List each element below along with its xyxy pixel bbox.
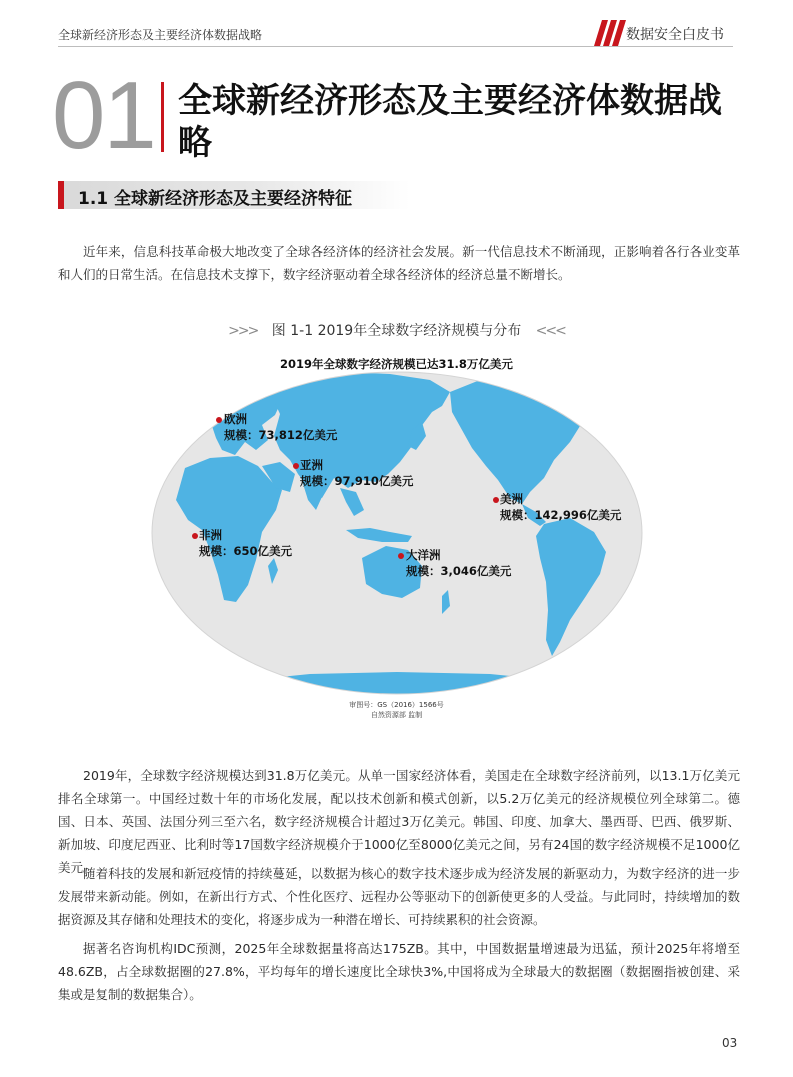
section-heading-marker (58, 181, 64, 209)
map-label-asia (300, 457, 413, 489)
chapter-number: 01 (52, 62, 155, 169)
header-stripes-decoration (586, 20, 626, 46)
label-asia-value: 规模：97,910亿美元 (300, 474, 414, 488)
body-paragraph-3: 随着科技的发展和新冠疫情的持续蔓延，以数据为核心的数字技术逐步成为经济发展的新驱动力，为数字经济的进一步发展带来新动能。例如，在新出行方式、个性化医疗、远程办公等驱动下的创新使更多的人受益。与此同时，持续增加的数据资源及其存储和处理技术的变化，将逐步成为一种潜在增长、可持续累积的社会资源。 (58, 866, 740, 927)
map-supervisor: 自然资源部 监制 (370, 711, 423, 719)
figure-caption (0, 320, 793, 340)
marker-africa (192, 533, 198, 539)
map-label-africa (199, 527, 292, 559)
running-header-title: 全球新经济形态及主要经济体数据战略 (58, 28, 263, 42)
landmass-greenland (590, 370, 634, 400)
label-europe-name: 欧洲 (224, 412, 247, 426)
label-americas-value: 规模：142,996亿美元 (500, 508, 622, 522)
landmass-antarctica (230, 672, 570, 696)
header-rule (58, 46, 733, 47)
map-title: 2019年全球数字经济规模已达31.8万亿美元 (280, 357, 513, 371)
label-oceania-name: 大洋洲 (406, 548, 441, 562)
label-europe-value: 规模：73,812亿美元 (224, 428, 338, 442)
figure-caption-text: 图 1-1 2019年全球数字经济规模与分布 (271, 323, 522, 339)
chapter-divider (161, 82, 164, 152)
body-paragraph-1: 近年来，信息科技革命极大地改变了全球各经济体的经济社会发展。新一代信息技术不断涌现，正影响着各行各业变革和人们的日常生活。在信息技术支撑下，数字经济驱动着全球各经济体的经济总量不断增长。 (58, 244, 740, 282)
caption-chevrons-left: >>> (228, 323, 258, 339)
label-oceania-value: 规模：3,046亿美元 (406, 564, 512, 578)
marker-europe (216, 417, 222, 423)
map-label-oceania (406, 547, 511, 579)
marker-oceania (398, 553, 404, 559)
chapter-title: 全球新经济形态及主要经济体数据战略 (178, 81, 722, 163)
map-approval-number: 审图号：GS（2016）1566号 (349, 701, 444, 709)
map-label-americas (500, 491, 621, 523)
section-title: 1.1 全球新经济形态及主要经济特征 (78, 189, 353, 209)
caption-chevrons-right: <<< (535, 323, 565, 339)
running-header-book-title: 数据安全白皮书 (626, 27, 724, 43)
map-label-europe (224, 411, 337, 443)
body-paragraph-4: 据著名咨询机构IDC预测，2025年全球数据量将高达175ZB。其中，中国数据量增速最为迅猛，预计2025年将增至48.6ZB，占全球数据圈的27.8%，平均每年的增长速度比全球快3%,中国将成为全球最大的数据圈（数据圈指被创建、采集或是复制的数据集合）。 (58, 941, 740, 1002)
label-africa-name: 非洲 (199, 528, 222, 542)
marker-asia (293, 463, 299, 469)
label-americas-name: 美洲 (500, 492, 523, 506)
marker-americas (493, 497, 499, 503)
page-number: 03 (722, 1036, 738, 1050)
label-africa-value: 规模：650亿美元 (199, 544, 293, 558)
label-asia-name: 亚洲 (300, 458, 323, 472)
body-paragraph-2: 2019年，全球数字经济规模达到31.8万亿美元。从单一国家经济体看，美国走在全球数字经济前列，以13.1万亿美元排名全球第一。中国经过数十年的市场化发展，配以技术创新和模式创新，以5.2万亿美元的经济规模位列全球第二。德国、日本、英国、法国分列三至六名，数字经济规模合计超过3万亿美元。韩国、印度、加拿大、墨西哥、巴西、俄罗斯、新加坡、印度尼西亚、比利时等17国数字经济规模介于1000亿至8000亿美元之间，另有24国的数字经济规模不足1000亿美元。 (58, 768, 740, 875)
